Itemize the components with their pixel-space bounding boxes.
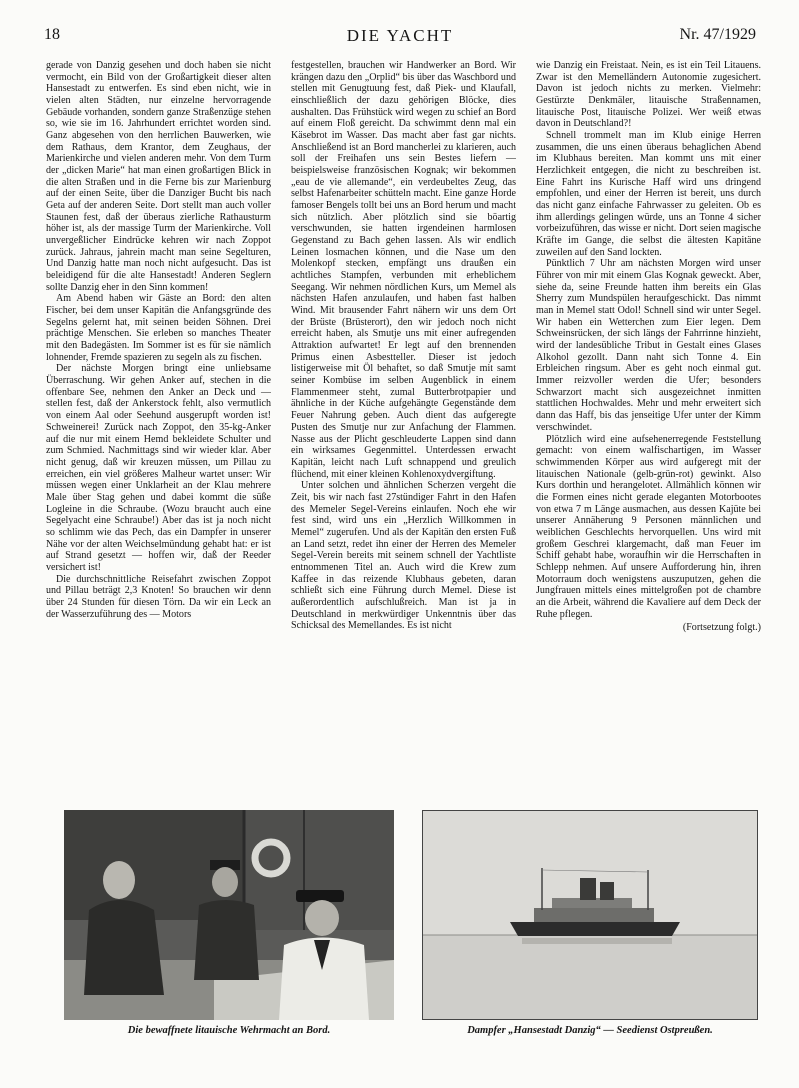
photo-caption-2: Dampfer „Hansestadt Danzig“ — Seedienst Ostpreußen. xyxy=(467,1025,713,1036)
photo-caption-1: Die bewaffnete litauische Wehrmacht an Bord. xyxy=(127,1025,331,1036)
paragraph: Schnell trommelt man im Klub einige Herren zusammen, die uns einen überaus behaglichen Abend im Klubhaus bereiten. Man kommt uns mit einer Herzlichkeit entgegen, die nicht zu beschreiben ist. Eine Fahrt ins Kurische Haff wird uns dringend empfohlen, und einer der Herren ist bereit, uns durch das nicht ganz einfache Fahrwasser zu geleiten. Ob es ihm allerdings gelingen würde, uns an Tonne 4 sicher vorbeizuführen, das wisse er nicht. Dort seien magische Kräfte im Gange, die selbst die ältesten Kapitäne zuweilen auf den Sand lockten. xyxy=(536,130,761,258)
photo-steamer-image xyxy=(422,810,758,1020)
paragraph: Die durchschnittliche Reisefahrt zwischen Zoppot und Pillau beträgt 2,3 Knoten! So brauchen wir denn über 24 Stunden für diesen Törn. Da wir ein Leck an der Wasserzuführung des — Motors xyxy=(46,573,271,620)
photo-soldiers-image xyxy=(64,810,394,1020)
photo-soldiers-on-board xyxy=(64,810,394,1020)
paragraph: festgestellen, brauchen wir Handwerker an Bord. Wir krängen dazu den „Orplid“ bis über das Waschbord und stellen mit Genugtuung fest, daß Piek- und Klaufall, einschließlich der dazu gehörigen Blöcke, dies aushalten. Das Frühstück wird wegen zu schief an Bord auf einem Floß gereicht. Da schwimmt denn mal ein Käsebrot im Wasser. Das macht aber fast gar nichts. Anschließend ist an Bord mancherlei zu klarieren, auch soll der Freihafen uns sein Bestes liefern — beispielsweise französischen Kognak; wir bekommen „eau de vie allemande“, ein verdeubeltes Zeug, das selbst Hafenarbeiter schütteln macht. Eine ganze Horde famoser Bengels tollt bei uns an Bord herum und macht sich nützlich. Aber plötzlich sind sie böartig verschwunden, sie hatten irgendeinen harmlosen Gegenstand zu Bach gehen lassen. Als wir endlich Leinen losmachen können, und die Nase um den Molenkopf stecken, empfängt uns draußen ein achtliches Stampfen, verbunden mit erheblichem Seegang. Wir nehmen nördlichen Kurs, um Memel als nächsten Hafen anzulaufen, und haben fast halben Wind. Mit brausender Fahrt nähern wir uns dem Ort der Brüste (Brüsterort), den wir jedoch noch nicht erreicht haben, als Smutje uns mit einer aufregenden Attraktion aufwartet! Er legt auf den brennenden Primus einen Asbestteller. Dieser ist jedoch listigerweise mit Öl behaftet, so daß Smutje mit samt seiner Kombüse im selben Augenblick in einem Flammenmeer steht, zumal Butterbrotpapier und ähnliche in der Küche aufgehängte Gegenstände dem Feuer Nahrung geben. Auch dient das aufgeregte Pusten des Smutje nur zur Anfachung der Flammen. Nasse aus der Plicht geschleuderte Lappen sind dann ein wirksames Gegenmittel. Unterdessen erwacht Kapitän, leicht nach Luft schnappend und greulich flüchend, mit einer kleinen Kohlenoxydvergiftung. xyxy=(291,60,516,480)
paragraph: wie Danzig ein Freistaat. Nein, es ist ein Teil Litauens. Zwar ist den Memelländern Autonomie zugesichert. Davon ist jedoch nichts zu merken. Vielmehr: Gestürzte Denkmäler, litauische Straßennamen, litauische Post, litauische Polizei. Wer weiß etwas davon in Deutschland?! xyxy=(536,60,761,130)
paragraph: Unter solchen und ähnlichen Scherzen vergeht die Zeit, bis wir nach fast 27stündiger Fahrt in den Hafen des Memeler Segel-Vereins einlaufen. Noch ehe wir fest sind, wird uns ein „Herzlich Willkommen in Memel“ zugerufen. Und als der Kapitän den ersten Fuß an Land setzt, redet ihn einer der Herren des Memeler Segel-Verein bereits mit seinem schnell der Yachtliste entnommenen Titel an. Auch wird die Krew zum Kaffee in das reizende Klubhaus gebeten, daran schließt sich eine Führung durch Memel. Diese ist außerordentlich aufschlußreich. Man ist ja in Deutschland in merkwürdiger Unkenntnis über das Schicksal des Memellandes. Es ist nicht xyxy=(291,480,516,632)
page-header xyxy=(44,26,756,50)
text-column-3 xyxy=(536,60,761,802)
paragraph: Der nächste Morgen bringt eine unliebsame Überraschung. Wir gehen Anker auf, stechen in die offenbare See, nehmen den Anker an Deck und — stellen fest, daß der Ankerstock fehlt, also vermutlich von einem Aal oder Seehund ausgerupft worden ist! Schweinerei! Zurück nach Zoppot, den 35-kg-Anker auf die nur mit einem Hemd bekleidete Schulter und zum Schmied. Nachmittags sind wir wieder klar. Aber nicht genug, daß wir kreuzen müssen, um Pillau zu erreichen, ein viel größeres Malheur wartet unser: Wir müssen wegen einer Unklarheit an der Klau mehrere Male über Stag gehen und dabei kommt die süße Logleine in die Schraube. (Wozu braucht auch eine Segelyacht eine Schraube!) Aber das ist ja noch nicht so schlimm wie das Pech, das ein Dampfer in unserer Nähe vor der alten Weichselmündung gehabt hat: er ist auf Strand gesetzt — hoffen wir, daß der Reeder versichert ist! xyxy=(46,363,271,573)
page-number: 18 xyxy=(44,26,60,43)
continuation-note: (Fortsetzung folgt.) xyxy=(682,622,761,634)
text-column-2 xyxy=(291,60,516,802)
paragraph: Pünktlich 7 Uhr am nächsten Morgen wird unser Führer von mir mit einem Glas Kognak geweckt. Aber, siehe da, seine Freunde hatten ihm bereits ein Glas Sherry zum Mundspülen heraufgeschickt. Das nimmt man in Memel statt Odol! Schnell sind wir unter Segel. Wir haben ein Wetterchen zum Eier legen. Dem Schweinsrücken, der sich längs der Fahrrinne hinzieht, wird der landesübliche Tribut in Gestalt eines Glases Alkohol gezollt. Dann naht sich Tonne 4. Ein Erbleichen ringsum. Aber es geht noch einmal gut. Immer reizvoller werden die Ufer; besonders Schwarzort macht sich ausgezeichnet inmitten stattlichen Hochwaldes. Mehr und mehr erweitert sich dann das Haff, bis das jenseitige Ufer unter der Kimm verschwindet. xyxy=(536,258,761,433)
journal-title: DIE YACHT xyxy=(346,26,454,45)
paragraph: Am Abend haben wir Gäste an Bord: den alten Fischer, bei dem unser Kapitän die Anfangsgründe des Segelns gelernt hat, mit seinen beiden Söhnen. Drei prächtige Menschen. Sie erleben so manches Theater mit den Badegästen. Im Sommer ist es für sie nämlich lohnender, Fremde spazieren zu segeln als zu fischen. xyxy=(46,293,271,363)
paragraph: gerade von Danzig gesehen und doch haben sie nicht vermocht, ein Bild von der Großartigkeit dieser alten Hansestadt zu entwerfen. Es sind eben nicht, wie in vielen alten Städten, nur einzelne hervorragende Gebäude vorhanden, sondern ganze Straßenzüge stehen so, wie sie im 16. Jahrhundert errichtet worden sind. Ganz abgesehen von den herrlichen Bauwerken, wie dem Rathaus, dem Krantor, dem Zeughaus, der Marienkirche und vielen anderen mehr. Von dem Turm der „dicken Marie“ hat man einen großartigen Blick in die alten Straßen und in die Ferne bis zur Marienburg auf der einen Seite, über die Danziger Bucht bis nach Geta auf der anderen Seite. Dort stellt man auch voller Staunen fest, daß der überaus zierliche Rathausturm höher ist, als der massige Turm der Marienkirche. Voll unvergeßlicher Eindrücke kehren wir nach Zoppot zurück. Jahraus, jahrein macht man seine Segelturen, Und Danzig hatte man noch nicht aufgesucht. Das ist beleidigend für die alte Hansestadt! Anderen Seglern sollte Danzig eher in den Sinn kommen! xyxy=(46,60,271,293)
photo-steamer xyxy=(422,810,758,1020)
text-column-1 xyxy=(46,60,271,802)
paragraph: Plötzlich wird eine aufsehenerregende Feststellung gemacht: von einem walfischartigen, im Wasser schwimmenden Körper aus wird aufgeregt mit der litauischen Nationale (gelb-grün-rot) gewinkt. Also Kurs dorthin und herangelotet. Allmählich können wir die Formen eines nicht gerade eleganten Motorbootes von etwa 7 m Länge ausmachen, aus dessen Kajüte bei unserer Annäherung 9 Personen männlichen und weiblichen Geschlechts hervorquellen. Uns wird mit großem Geschrei klargemacht, daß man Feuer im Schiff gehabt habe, woraufhin wir die Herrschaften in Schlepp nehmen. Auf unsere Aufforderung hin, ihren Motorraum doch wenigstens auszuputzen, gehen die Jungfrauen mittels eines mittelgroßen pot de chambre an die Arbeit, während die Kavaliere auf dem Deck der Ruhe pflegen. xyxy=(536,433,761,620)
issue-number: Nr. 47/1929 xyxy=(679,26,756,43)
